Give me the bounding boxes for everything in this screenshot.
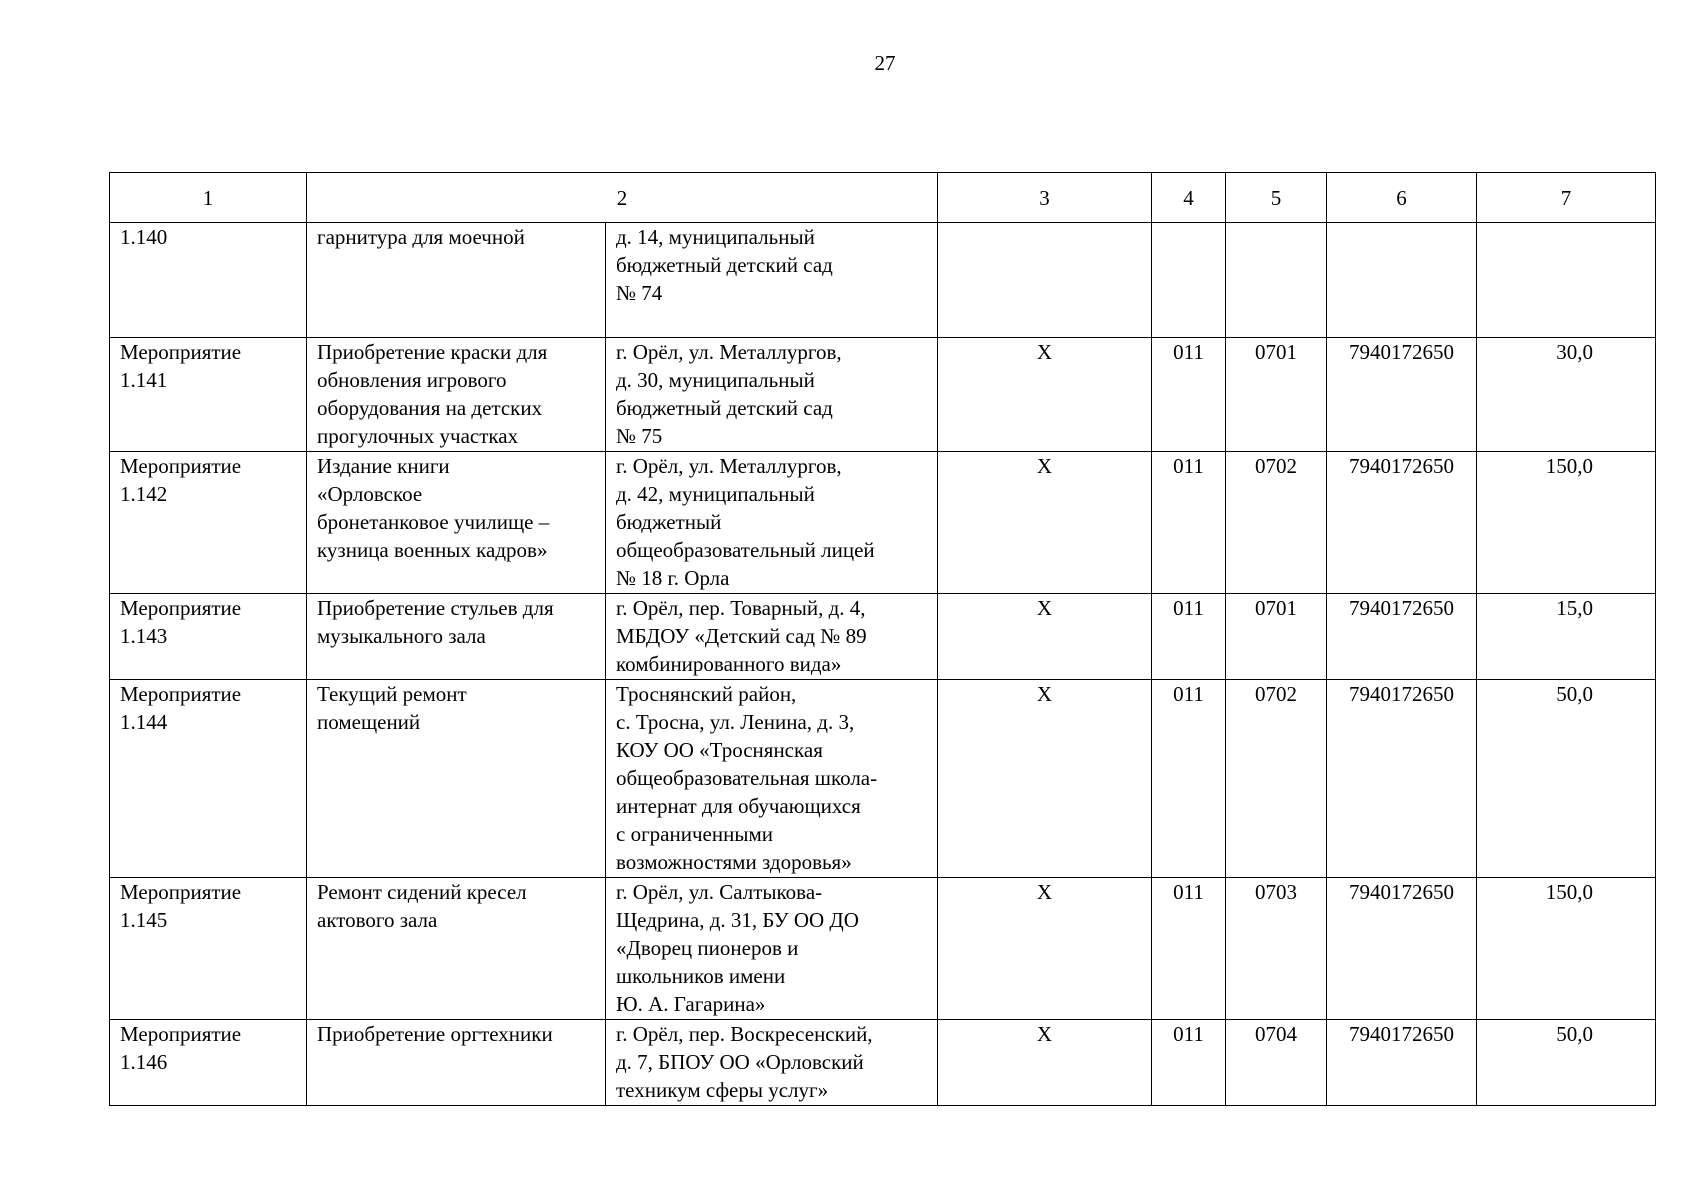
cell-col4: 011 — [1152, 338, 1226, 452]
measure-name: Издание книги «Орловское бронетанковое училище – кузница военных кадров» — [307, 452, 606, 594]
measure-id: Мероприятие 1.145 — [110, 878, 307, 1020]
header-cell-2: 2 — [307, 173, 938, 223]
header-cell-6: 6 — [1327, 173, 1477, 223]
cell-col5 — [1226, 223, 1327, 338]
table-row — [110, 338, 1656, 452]
measure-address: г. Орёл, ул. Металлургов, д. 42, муниципальный бюджетный общеобразовательный лицей № 18 г. Орла — [606, 452, 938, 594]
cell-col7: 150,0 — [1477, 878, 1656, 1020]
cell-col7: 30,0 — [1477, 338, 1656, 452]
measure-address: Троснянский район, с. Тросна, ул. Ленина, д. 3, КОУ ОО «Троснянская общеобразовательная школа- интернат для обучающихся с ограниченными возможностями здоровья» — [606, 680, 938, 878]
budget-table — [109, 172, 1656, 1106]
measure-id: 1.140 — [110, 223, 307, 338]
cell-col6: 7940172650 — [1327, 680, 1477, 878]
header-row — [110, 173, 1656, 223]
header-cell-1: 1 — [110, 173, 307, 223]
measure-address: д. 14, муниципальный бюджетный детский сад № 74 — [606, 223, 938, 338]
measure-id: Мероприятие 1.141 — [110, 338, 307, 452]
header-cell-4: 4 — [1152, 173, 1226, 223]
header-cell-3: 3 — [938, 173, 1152, 223]
cell-col6: 7940172650 — [1327, 594, 1477, 680]
measure-address: г. Орёл, пер. Воскресенский, д. 7, БПОУ ОО «Орловский техникум сферы услуг» — [606, 1020, 938, 1106]
measure-id: Мероприятие 1.144 — [110, 680, 307, 878]
measure-name: Приобретение оргтехники — [307, 1020, 606, 1106]
cell-col5: 0703 — [1226, 878, 1327, 1020]
cell-col4 — [1152, 223, 1226, 338]
table-row — [110, 594, 1656, 680]
measure-address: г. Орёл, пер. Товарный, д. 4, МБДОУ «Детский сад № 89 комбинированного вида» — [606, 594, 938, 680]
cell-col7: 50,0 — [1477, 1020, 1656, 1106]
cell-col5: 0701 — [1226, 338, 1327, 452]
measure-name: Приобретение краски для обновления игрового оборудования на детских прогулочных участках — [307, 338, 606, 452]
cell-col3: Х — [938, 338, 1152, 452]
table-row — [110, 223, 1656, 338]
cell-col4: 011 — [1152, 452, 1226, 594]
cell-col4: 011 — [1152, 1020, 1226, 1106]
cell-col6: 7940172650 — [1327, 1020, 1477, 1106]
header-cell-7: 7 — [1477, 173, 1656, 223]
measure-id: Мероприятие 1.146 — [110, 1020, 307, 1106]
cell-col7: 50,0 — [1477, 680, 1656, 878]
measure-id: Мероприятие 1.143 — [110, 594, 307, 680]
table-row — [110, 680, 1656, 878]
cell-col7: 150,0 — [1477, 452, 1656, 594]
measure-name: Ремонт сидений кресел актового зала — [307, 878, 606, 1020]
page-number: 27 — [874, 51, 896, 75]
cell-col5: 0701 — [1226, 594, 1327, 680]
measure-address: г. Орёл, ул. Салтыкова- Щедрина, д. 31, БУ ОО ДО «Дворец пионеров и школьников имени Ю. А. Гагарина» — [606, 878, 938, 1020]
cell-col4: 011 — [1152, 878, 1226, 1020]
cell-col4: 011 — [1152, 680, 1226, 878]
cell-col5: 0702 — [1226, 452, 1327, 594]
cell-col6 — [1327, 223, 1477, 338]
measure-name: гарнитура для моечной — [307, 223, 606, 338]
table-row — [110, 878, 1656, 1020]
header-cell-5: 5 — [1226, 173, 1327, 223]
cell-col3 — [938, 223, 1152, 338]
table-row — [110, 452, 1656, 594]
cell-col3: Х — [938, 878, 1152, 1020]
cell-col6: 7940172650 — [1327, 338, 1477, 452]
cell-col5: 0702 — [1226, 680, 1327, 878]
measure-address: г. Орёл, ул. Металлургов, д. 30, муниципальный бюджетный детский сад № 75 — [606, 338, 938, 452]
cell-col3: Х — [938, 452, 1152, 594]
measure-name: Приобретение стульев для музыкального зала — [307, 594, 606, 680]
cell-col3: Х — [938, 680, 1152, 878]
table-row — [110, 1020, 1656, 1106]
cell-col6: 7940172650 — [1327, 452, 1477, 594]
measure-name: Текущий ремонт помещений — [307, 680, 606, 878]
measure-id: Мероприятие 1.142 — [110, 452, 307, 594]
cell-col5: 0704 — [1226, 1020, 1327, 1106]
cell-col6: 7940172650 — [1327, 878, 1477, 1020]
cell-col3: Х — [938, 1020, 1152, 1106]
cell-col3: Х — [938, 594, 1152, 680]
cell-col4: 011 — [1152, 594, 1226, 680]
cell-col7: 15,0 — [1477, 594, 1656, 680]
cell-col7 — [1477, 223, 1656, 338]
